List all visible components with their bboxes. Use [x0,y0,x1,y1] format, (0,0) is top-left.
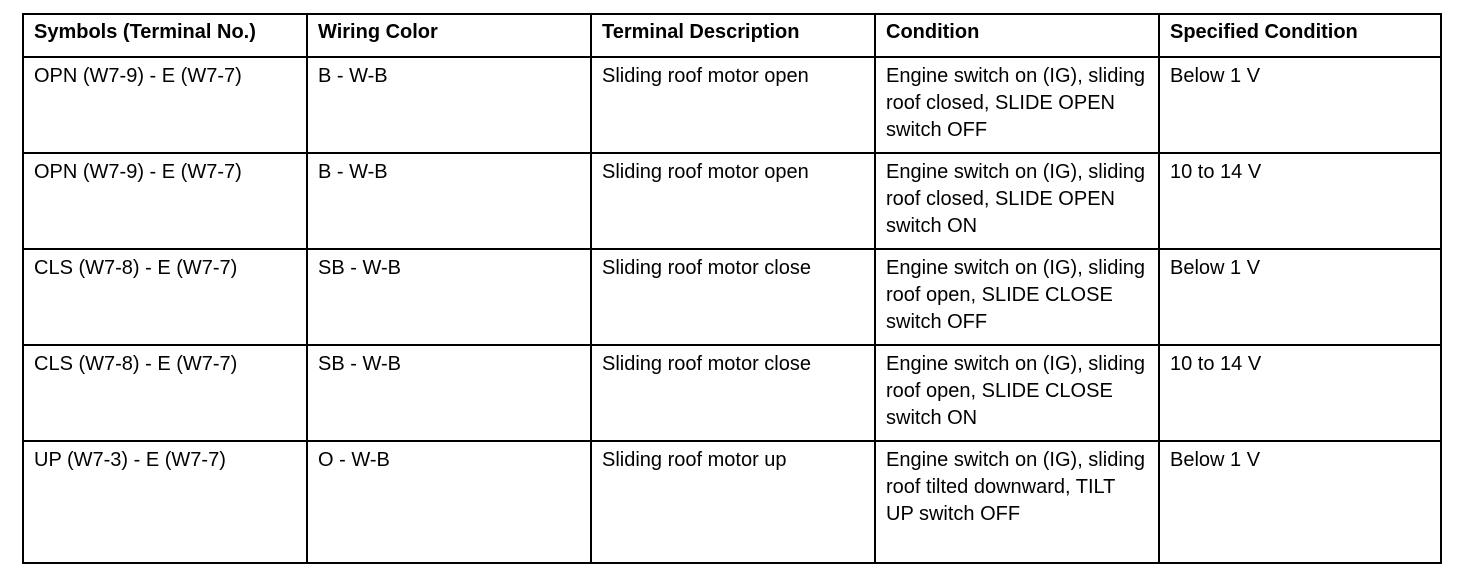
header-specified-condition: Specified Condition [1159,14,1441,57]
cell-symbols: CLS (W7-8) - E (W7-7) [23,249,307,345]
cell-symbols: UP (W7-3) - E (W7-7) [23,441,307,563]
table-row [23,345,1441,441]
cell-condition: Engine switch on (IG), sliding roof open, SLIDE CLOSE switch ON [875,345,1159,441]
table-row [23,153,1441,249]
cell-condition: Engine switch on (IG), sliding roof open, SLIDE CLOSE switch OFF [875,249,1159,345]
cell-wiring-color: SB - W-B [307,345,591,441]
header-symbols: Symbols (Terminal No.) [23,14,307,57]
cell-condition: Engine switch on (IG), sliding roof closed, SLIDE OPEN switch OFF [875,57,1159,153]
cell-terminal-description: Sliding roof motor close [591,249,875,345]
cell-wiring-color: B - W-B [307,57,591,153]
cell-specified-condition: Below 1 V [1159,441,1441,563]
terminal-spec-table [22,13,1442,564]
cell-terminal-description: Sliding roof motor close [591,345,875,441]
cell-specified-condition: 10 to 14 V [1159,153,1441,249]
cell-wiring-color: SB - W-B [307,249,591,345]
cell-specified-condition: 10 to 14 V [1159,345,1441,441]
header-terminal-description: Terminal Description [591,14,875,57]
cell-terminal-description: Sliding roof motor open [591,153,875,249]
table-row [23,249,1441,345]
cell-terminal-description: Sliding roof motor up [591,441,875,563]
cell-symbols: OPN (W7-9) - E (W7-7) [23,57,307,153]
table-header-row [23,14,1441,57]
cell-specified-condition: Below 1 V [1159,57,1441,153]
cell-wiring-color: O - W-B [307,441,591,563]
table-row [23,57,1441,153]
cell-condition: Engine switch on (IG), sliding roof tilted downward, TILT UP switch OFF [875,441,1159,563]
header-wiring-color: Wiring Color [307,14,591,57]
cell-wiring-color: B - W-B [307,153,591,249]
cell-symbols: OPN (W7-9) - E (W7-7) [23,153,307,249]
table-row [23,441,1441,563]
cell-symbols: CLS (W7-8) - E (W7-7) [23,345,307,441]
header-condition: Condition [875,14,1159,57]
cell-specified-condition: Below 1 V [1159,249,1441,345]
cell-condition: Engine switch on (IG), sliding roof closed, SLIDE OPEN switch ON [875,153,1159,249]
cell-terminal-description: Sliding roof motor open [591,57,875,153]
